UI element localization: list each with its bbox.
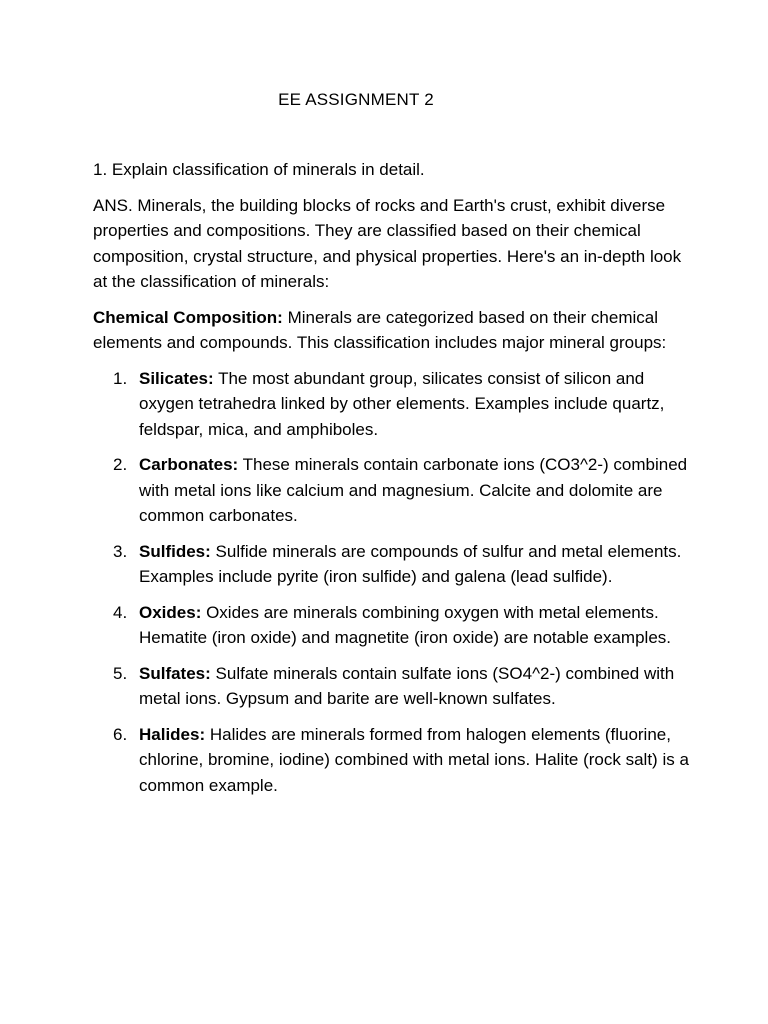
list-number: 6. — [113, 724, 128, 744]
section-heading: Chemical Composition: — [93, 307, 283, 327]
list-item-sulfates — [93, 661, 693, 712]
list-number: 2. — [113, 455, 128, 474]
list-number: 1. — [113, 368, 128, 388]
document-title: EE ASSIGNMENT 2 — [278, 90, 434, 109]
list-term: Sulfides: — [139, 541, 211, 561]
list-item-halides — [93, 722, 693, 799]
question-text: 1. Explain classification of minerals in detail. — [93, 160, 425, 179]
list-text: Sulfate minerals contain sulfate ions (SO4^2-) combined with metal ions. Gypsum and barite are well-known sulfates. — [139, 663, 675, 708]
answer-intro: ANS. Minerals, the building blocks of rocks and Earth's crust, exhibit diverse properties and compositions. They are classified based on their chemical composition, crystal structure, and physical properties. Here's an in-depth look at the classification of minerals: — [93, 195, 682, 291]
list-item-carbonates — [93, 452, 693, 529]
mineral-groups-list — [93, 366, 693, 799]
list-number: 5. — [113, 663, 128, 683]
list-text: Oxides are minerals combining oxygen with metal elements. Hematite (iron oxide) and magnetite (iron oxide) are notable examples. — [139, 602, 671, 647]
list-text: Sulfide minerals are compounds of sulfur and metal elements. Examples include pyrite (iron sulfide) and galena (lead sulfide). — [139, 541, 682, 586]
list-term: Silicates: — [139, 368, 214, 388]
section-text: Minerals are categorized based on their chemical elements and compounds. This classification includes major mineral groups: — [93, 307, 667, 352]
list-item-sulfides — [93, 539, 693, 590]
list-term: Halides: — [139, 724, 206, 744]
list-item-silicates — [93, 366, 693, 443]
chemical-composition-paragraph — [93, 305, 693, 356]
document-body — [93, 157, 693, 808]
list-text: Halides are minerals formed from halogen elements (fluorine, chlorine, bromine, iodine) combined with metal ions. Halite (rock salt) is a common example. — [139, 724, 689, 795]
list-item-oxides — [93, 600, 693, 651]
list-number: 4. — [113, 602, 128, 622]
list-term: Oxides: — [139, 602, 202, 622]
list-text: The most abundant group, silicates consist of silicon and oxygen tetrahedra linked by other elements. Examples include quartz, feldspar, mica, and amphiboles. — [139, 368, 665, 439]
list-term: Carbonates: — [139, 455, 239, 474]
list-number: 3. — [113, 541, 128, 561]
list-text: These minerals contain carbonate ions (CO3^2-) combined with metal ions like calcium and magnesium. Calcite and dolomite are common carbonates. — [139, 455, 688, 525]
list-term: Sulfates: — [139, 663, 211, 683]
